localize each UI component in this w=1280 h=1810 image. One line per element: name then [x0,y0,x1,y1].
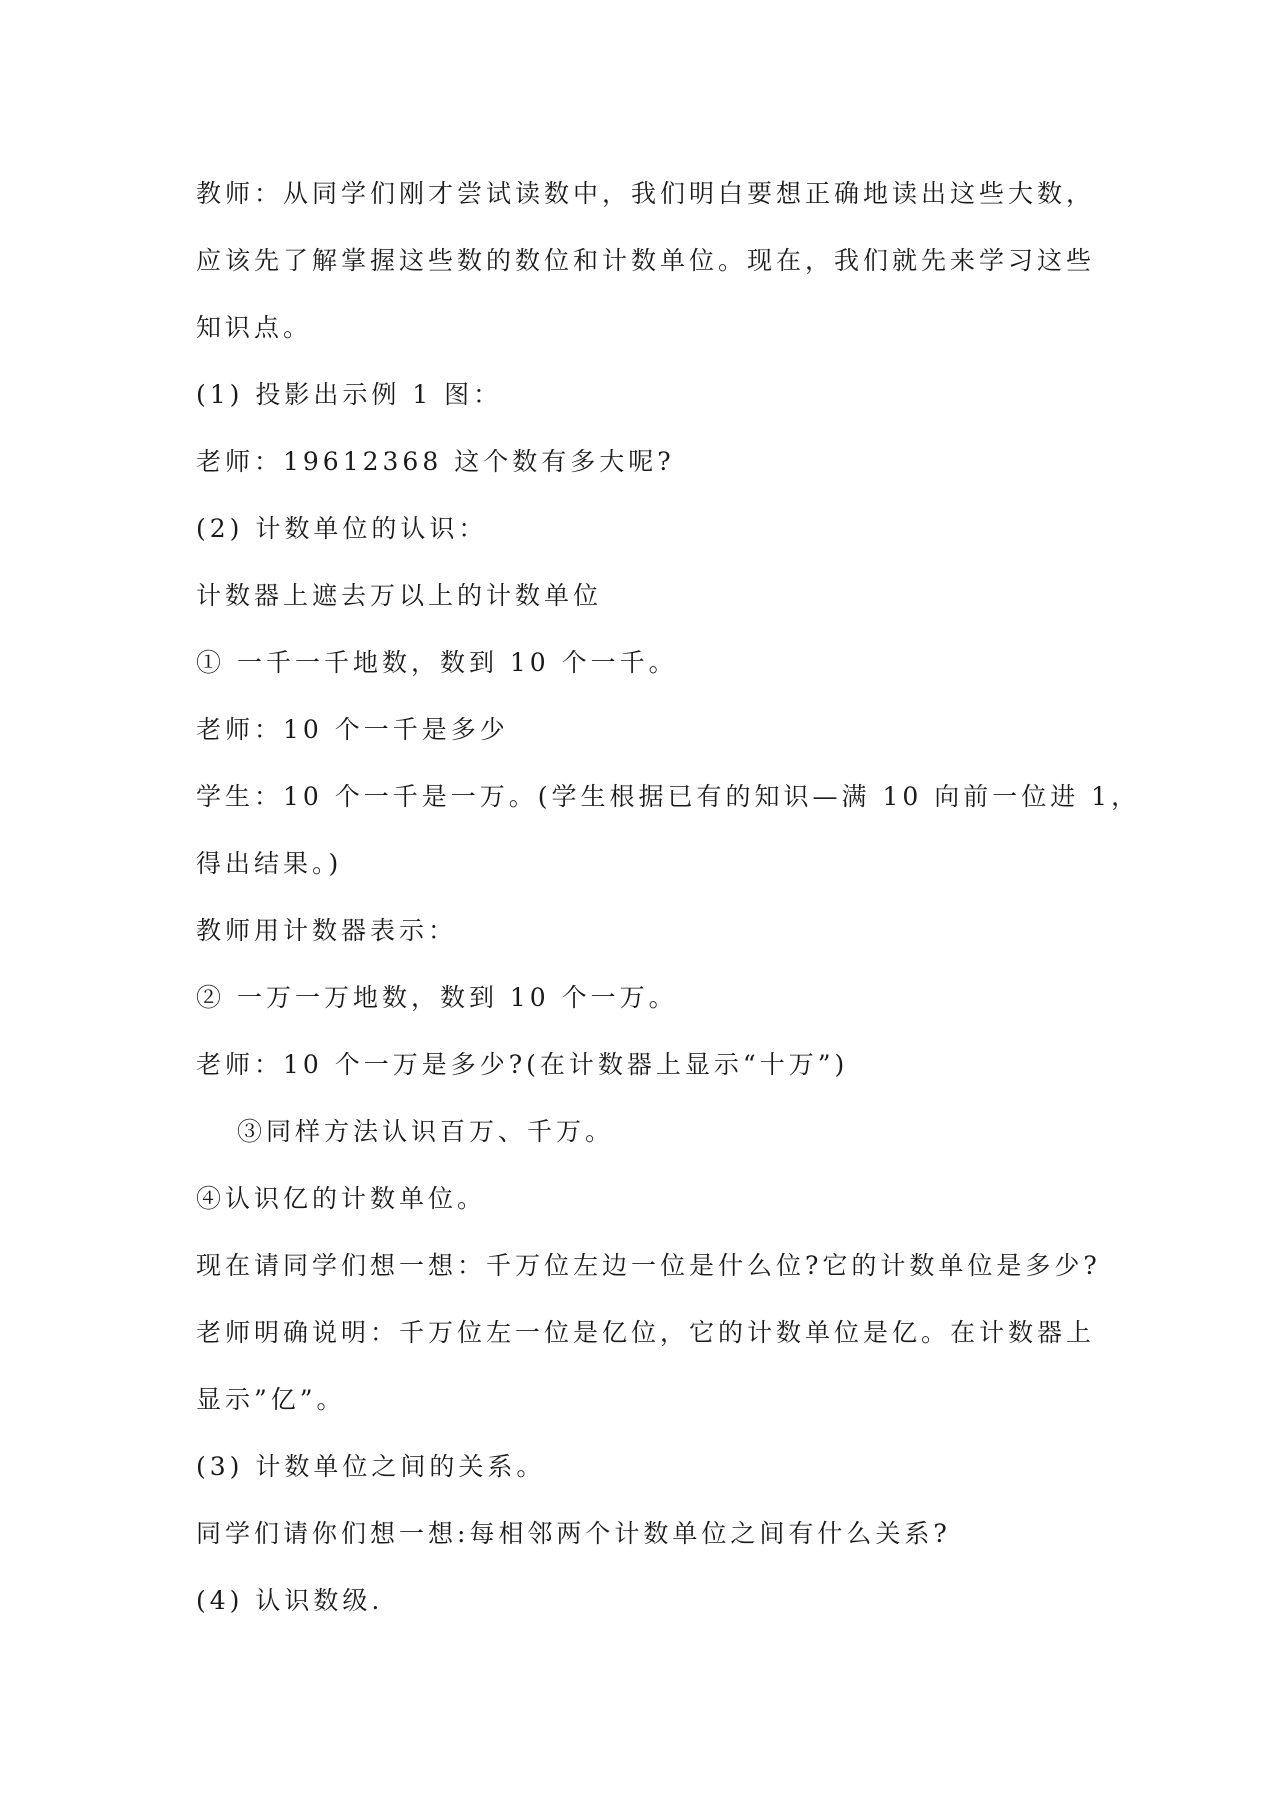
paragraph-line: 得出结果。) [196,849,343,878]
paragraph-line: 知识点。 [196,313,313,342]
paragraph-line: 老师：10 个一万是多少?(在计数器上显示“十万”) [196,1050,849,1079]
paragraph-line: 学生：10 个一千是一万。(学生根据已有的知识—满 10 向前一位进 1， [196,782,1141,811]
paragraph-line: ④认识亿的计数单位。 [196,1184,487,1213]
paragraph-line: (1) 投影出示例 1 图： [196,380,503,409]
paragraph-line: (4) 认识数级. [196,1586,384,1615]
paragraph-line: 同学们请你们想一想:每相邻两个计数单位之间有什么关系? [196,1519,951,1548]
paragraph-line: 老师：10 个一千是多少 [196,715,509,744]
paragraph-line: ③同样方法认识百万、千万。 [237,1117,615,1146]
paragraph-line: ② 一万一万地数，数到 10 个一万。 [196,983,678,1012]
paragraph-line: ① 一千一千地数，数到 10 个一千。 [196,648,678,677]
paragraph-line: (3) 计数单位之间的关系。 [196,1452,546,1481]
paragraph-line: 老师明确说明：千万位左一位是亿位，它的计数单位是亿。在计数器上 [196,1318,1096,1347]
paragraph-line: 老师：19612368 这个数有多大呢? [196,447,675,476]
document-body [196,160,1141,1634]
paragraph-line: 显示”亿”。 [196,1385,346,1414]
paragraph-line: 教师用计数器表示： [196,916,458,945]
paragraph-line: 教师：从同学们刚才尝试读数中，我们明白要想正确地读出这些大数， [196,179,1096,208]
paragraph-line: 应该先了解掌握这些数的数位和计数单位。现在，我们就先来学习这些 [196,246,1096,275]
paragraph-line: 计数器上遮去万以上的计数单位 [196,581,603,610]
paragraph-line: 现在请同学们想一想：千万位左边一位是什么位?它的计数单位是多少? [196,1251,1101,1280]
paragraph-line: (2) 计数单位的认识： [196,514,488,543]
